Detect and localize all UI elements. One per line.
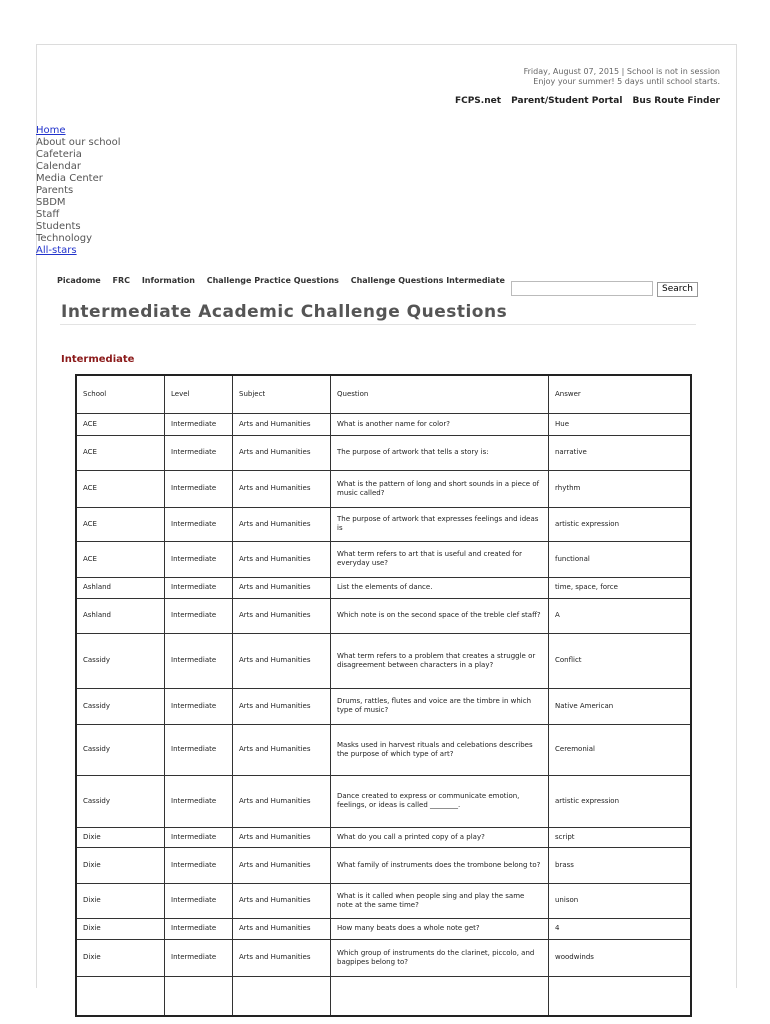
header-subject: Subject	[233, 375, 331, 413]
cell-subject: Arts and Humanities	[233, 883, 331, 918]
cell-subject: Arts and Humanities	[233, 688, 331, 724]
cell-level: Intermediate	[165, 470, 233, 507]
nav-item[interactable]: Media Center	[36, 173, 103, 184]
cell-level: Intermediate	[165, 413, 233, 435]
cell-school	[76, 976, 165, 1016]
nav-item[interactable]	[36, 125, 121, 137]
cell-answer: brass	[549, 847, 692, 883]
cell-question: Which group of instruments do the clarinet, piccolo, and bagpipes belong to?	[331, 939, 549, 976]
cell-subject: Arts and Humanities	[233, 775, 331, 827]
cell-school: ACE	[76, 413, 165, 435]
cell-subject	[233, 976, 331, 1016]
nav-item[interactable]	[36, 245, 121, 257]
cell-school: ACE	[76, 435, 165, 470]
header-question: Question	[331, 375, 549, 413]
cell-answer: script	[549, 827, 692, 847]
table-row	[76, 939, 691, 976]
cell-question: What is it called when people sing and play the same note at the same time?	[331, 883, 549, 918]
main-nav	[36, 125, 121, 257]
cell-level: Intermediate	[165, 724, 233, 775]
nav-item[interactable]: Technology	[36, 233, 93, 244]
table-row	[76, 507, 691, 541]
cell-level: Intermediate	[165, 598, 233, 633]
cell-subject: Arts and Humanities	[233, 598, 331, 633]
table-row	[76, 775, 691, 827]
cell-school: Dixie	[76, 918, 165, 939]
cell-subject: Arts and Humanities	[233, 541, 331, 577]
cell-subject: Arts and Humanities	[233, 918, 331, 939]
cell-question: What term refers to art that is useful and created for everyday use?	[331, 541, 549, 577]
cell-level: Intermediate	[165, 918, 233, 939]
table-header-row	[76, 375, 691, 413]
table-row	[76, 541, 691, 577]
title-divider	[60, 324, 696, 325]
cell-question: What is the pattern of long and short sounds in a piece of music called?	[331, 470, 549, 507]
cell-answer: artistic expression	[549, 775, 692, 827]
cell-answer: Hue	[549, 413, 692, 435]
cell-question: What is another name for color?	[331, 413, 549, 435]
cell-question: Masks used in harvest rituals and celebations describes the purpose of which type of art?	[331, 724, 549, 775]
parent-student-portal-link[interactable]: Parent/Student Portal	[511, 96, 623, 106]
cell-answer: Conflict	[549, 633, 692, 688]
cell-answer	[549, 976, 692, 1016]
cell-subject: Arts and Humanities	[233, 577, 331, 598]
cell-level: Intermediate	[165, 883, 233, 918]
cell-level: Intermediate	[165, 688, 233, 724]
table-row	[76, 976, 691, 1016]
cell-school: ACE	[76, 470, 165, 507]
cell-school: Ashland	[76, 598, 165, 633]
cell-question: Which note is on the second space of the treble clef staff?	[331, 598, 549, 633]
cell-question: The purpose of artwork that expresses feelings and ideas is	[331, 507, 549, 541]
cell-answer: rhythm	[549, 470, 692, 507]
cell-subject: Arts and Humanities	[233, 470, 331, 507]
cell-level: Intermediate	[165, 435, 233, 470]
cell-answer: unison	[549, 883, 692, 918]
subnav-information[interactable]: Information	[141, 276, 195, 285]
header-answer: Answer	[549, 375, 692, 413]
subnav-challenge-practice[interactable]: Challenge Practice Questions	[206, 276, 339, 285]
date-status	[524, 67, 720, 87]
table-row	[76, 470, 691, 507]
fcps-link[interactable]: FCPS.net	[454, 96, 502, 106]
header-school: School	[76, 375, 165, 413]
cell-subject: Arts and Humanities	[233, 939, 331, 976]
cell-school: Dixie	[76, 827, 165, 847]
cell-subject: Arts and Humanities	[233, 847, 331, 883]
nav-item[interactable]: Students	[36, 221, 81, 232]
cell-question: The purpose of artwork that tells a story is:	[331, 435, 549, 470]
cell-question: How many beats does a whole note get?	[331, 918, 549, 939]
cell-question: Dance created to express or communicate emotion, feelings, or ideas is called ________.	[331, 775, 549, 827]
page-title: Intermediate Academic Challenge Questions	[61, 302, 508, 322]
cell-level	[165, 976, 233, 1016]
table-row	[76, 598, 691, 633]
cell-answer: 4	[549, 918, 692, 939]
subnav-challenge-intermediate[interactable]: Challenge Questions Intermediate	[350, 276, 505, 285]
search-input[interactable]	[511, 281, 653, 296]
cell-school: ACE	[76, 541, 165, 577]
cell-question: What family of instruments does the trombone belong to?	[331, 847, 549, 883]
bus-route-finder-link[interactable]: Bus Route Finder	[632, 96, 720, 106]
cell-subject: Arts and Humanities	[233, 413, 331, 435]
cell-school: Ashland	[76, 577, 165, 598]
cell-question: Drums, rattles, flutes and voice are the timbre in which type of music?	[331, 688, 549, 724]
date-line: Friday, August 07, 2015 | School is not in session	[523, 67, 720, 76]
cell-school: Dixie	[76, 883, 165, 918]
sub-nav	[57, 276, 514, 285]
nav-link[interactable]: Home	[36, 125, 66, 136]
cell-answer: woodwinds	[549, 939, 692, 976]
cell-question	[331, 976, 549, 1016]
nav-item[interactable]: SBDM	[36, 197, 66, 208]
cell-subject: Arts and Humanities	[233, 435, 331, 470]
table-body	[76, 413, 691, 1016]
table-row	[76, 435, 691, 470]
cell-school: ACE	[76, 507, 165, 541]
table-row	[76, 827, 691, 847]
table-row	[76, 688, 691, 724]
cell-level: Intermediate	[165, 775, 233, 827]
search-form	[511, 276, 698, 297]
table-row	[76, 883, 691, 918]
cell-level: Intermediate	[165, 827, 233, 847]
search-button[interactable]: Search	[657, 282, 698, 297]
table-row	[76, 633, 691, 688]
cell-school: Dixie	[76, 939, 165, 976]
cell-level: Intermediate	[165, 847, 233, 883]
cell-school: Cassidy	[76, 724, 165, 775]
questions-table	[75, 374, 692, 1017]
cell-level: Intermediate	[165, 541, 233, 577]
cell-school: Cassidy	[76, 775, 165, 827]
cell-school: Cassidy	[76, 688, 165, 724]
nav-link[interactable]: All-stars	[36, 245, 77, 256]
cell-level: Intermediate	[165, 939, 233, 976]
table-row	[76, 918, 691, 939]
nav-item[interactable]: Parents	[36, 185, 74, 196]
cell-subject: Arts and Humanities	[233, 724, 331, 775]
cell-school: Cassidy	[76, 633, 165, 688]
cell-level: Intermediate	[165, 507, 233, 541]
nav-item[interactable]: Staff	[36, 209, 60, 220]
top-links	[448, 96, 720, 106]
cell-question: What do you call a printed copy of a play?	[331, 827, 549, 847]
cell-question: What term refers to a problem that creates a struggle or disagreement between characters in a play?	[331, 633, 549, 688]
table-row	[76, 413, 691, 435]
cell-answer: Native American	[549, 688, 692, 724]
cell-level: Intermediate	[165, 633, 233, 688]
cell-answer: Ceremonial	[549, 724, 692, 775]
table-row	[76, 577, 691, 598]
cell-answer: functional	[549, 541, 692, 577]
cell-school: Dixie	[76, 847, 165, 883]
cell-answer: artistic expression	[549, 507, 692, 541]
cell-subject: Arts and Humanities	[233, 827, 331, 847]
subnav-picadome[interactable]: Picadome	[57, 276, 101, 285]
subnav-frc[interactable]: FRC	[112, 276, 131, 285]
summer-line: Enjoy your summer! 5 days until school starts.	[533, 77, 720, 86]
cell-subject: Arts and Humanities	[233, 507, 331, 541]
nav-item[interactable]: About our school	[36, 137, 121, 148]
cell-question: List the elements of dance.	[331, 577, 549, 598]
nav-item[interactable]: Cafeteria	[36, 149, 82, 160]
table-row	[76, 724, 691, 775]
nav-item[interactable]: Calendar	[36, 161, 81, 172]
table-row	[76, 847, 691, 883]
cell-subject: Arts and Humanities	[233, 633, 331, 688]
section-title: Intermediate	[61, 354, 135, 365]
cell-level: Intermediate	[165, 577, 233, 598]
header-level: Level	[165, 375, 233, 413]
cell-answer: narrative	[549, 435, 692, 470]
cell-answer: time, space, force	[549, 577, 692, 598]
cell-answer: A	[549, 598, 692, 633]
